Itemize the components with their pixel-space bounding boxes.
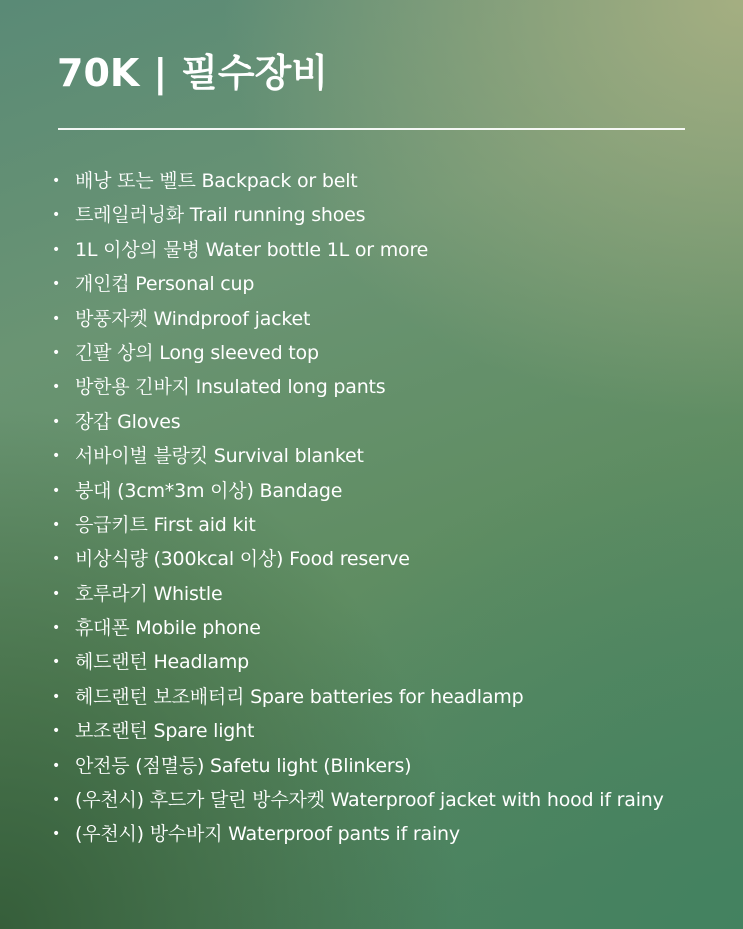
list-item-label: 서바이벌 블랑킷 Survival blanket xyxy=(75,445,364,468)
required-gear-list xyxy=(52,164,664,852)
bullet-icon: • xyxy=(52,757,61,774)
list-item-label: 휴대폰 Mobile phone xyxy=(75,617,261,640)
list-item xyxy=(52,508,664,542)
list-item-label: 헤드랜턴 보조배터리 Spare batteries for headlamp xyxy=(75,685,524,708)
bullet-icon: • xyxy=(52,654,61,671)
list-item-label: 개인컵 Personal cup xyxy=(75,273,255,296)
bullet-icon: • xyxy=(52,826,61,843)
bullet-icon: • xyxy=(52,379,61,396)
list-item xyxy=(52,336,664,370)
list-item xyxy=(52,370,664,404)
bullet-icon: • xyxy=(52,585,61,602)
bullet-icon: • xyxy=(52,276,61,293)
title-divider xyxy=(58,128,685,130)
list-item-label: 비상식량 (300kcal 이상) Food reserve xyxy=(75,548,410,571)
list-item-label: 방풍자켓 Windproof jacket xyxy=(75,307,311,330)
bullet-icon: • xyxy=(52,723,61,740)
list-item-label: 긴팔 상의 Long sleeved top xyxy=(75,341,319,364)
list-item xyxy=(52,714,664,748)
list-item xyxy=(52,302,664,336)
list-item-label: 1L 이상의 물병 Water bottle 1L or more xyxy=(75,238,429,261)
bullet-icon: • xyxy=(52,688,61,705)
list-item xyxy=(52,680,664,714)
list-item xyxy=(52,164,664,198)
bullet-icon: • xyxy=(52,413,61,430)
list-item xyxy=(52,611,664,645)
bullet-icon: • xyxy=(52,344,61,361)
list-item-label: 보조랜턴 Spare light xyxy=(75,720,255,743)
title-text: 필수장비 xyxy=(181,51,329,95)
list-item-label: 헤드랜턴 Headlamp xyxy=(75,651,250,674)
bullet-icon: • xyxy=(52,173,61,189)
title-distance: 70K xyxy=(57,51,140,95)
list-item-label: (우천시) 후드가 달린 방수자켓 Waterproof jacket with hood if rainy xyxy=(75,789,664,812)
list-item xyxy=(52,474,664,508)
bullet-icon: • xyxy=(52,448,61,465)
list-item-label: 방한용 긴바지 Insulated long pants xyxy=(75,376,386,399)
list-item xyxy=(52,405,664,439)
list-item xyxy=(52,267,664,301)
list-item xyxy=(52,749,664,783)
list-item-label: 호루라기 Whistle xyxy=(75,582,223,605)
bullet-icon: • xyxy=(52,620,61,637)
list-item xyxy=(52,577,664,611)
bullet-icon: • xyxy=(52,516,61,533)
list-item xyxy=(52,542,664,576)
list-item-label: 응급키트 First aid kit xyxy=(75,513,256,536)
list-item-label: (우천시) 방수바지 Waterproof pants if rainy xyxy=(75,823,460,846)
list-item-label: 장갑 Gloves xyxy=(75,410,181,433)
list-item-label: 배낭 또는 벨트 Backpack or belt xyxy=(75,170,358,192)
title-separator: | xyxy=(153,51,168,95)
page-title xyxy=(57,50,328,96)
list-item xyxy=(52,783,664,817)
list-item-label: 붕대 (3cm*3m 이상) Bandage xyxy=(75,479,343,502)
bullet-icon: • xyxy=(52,792,61,809)
list-item xyxy=(52,439,664,473)
bullet-icon: • xyxy=(52,310,61,327)
list-item-label: 트레일러닝화 Trail running shoes xyxy=(75,204,366,227)
list-item xyxy=(52,233,664,267)
bullet-icon: • xyxy=(52,482,61,499)
list-item xyxy=(52,645,664,679)
list-item-label: 안전등 (점멸등) Safetu light (Blinkers) xyxy=(75,754,412,777)
bullet-icon: • xyxy=(52,207,61,224)
bullet-icon: • xyxy=(52,551,61,568)
list-item xyxy=(52,817,664,851)
list-item xyxy=(52,198,664,232)
bullet-icon: • xyxy=(52,241,61,258)
